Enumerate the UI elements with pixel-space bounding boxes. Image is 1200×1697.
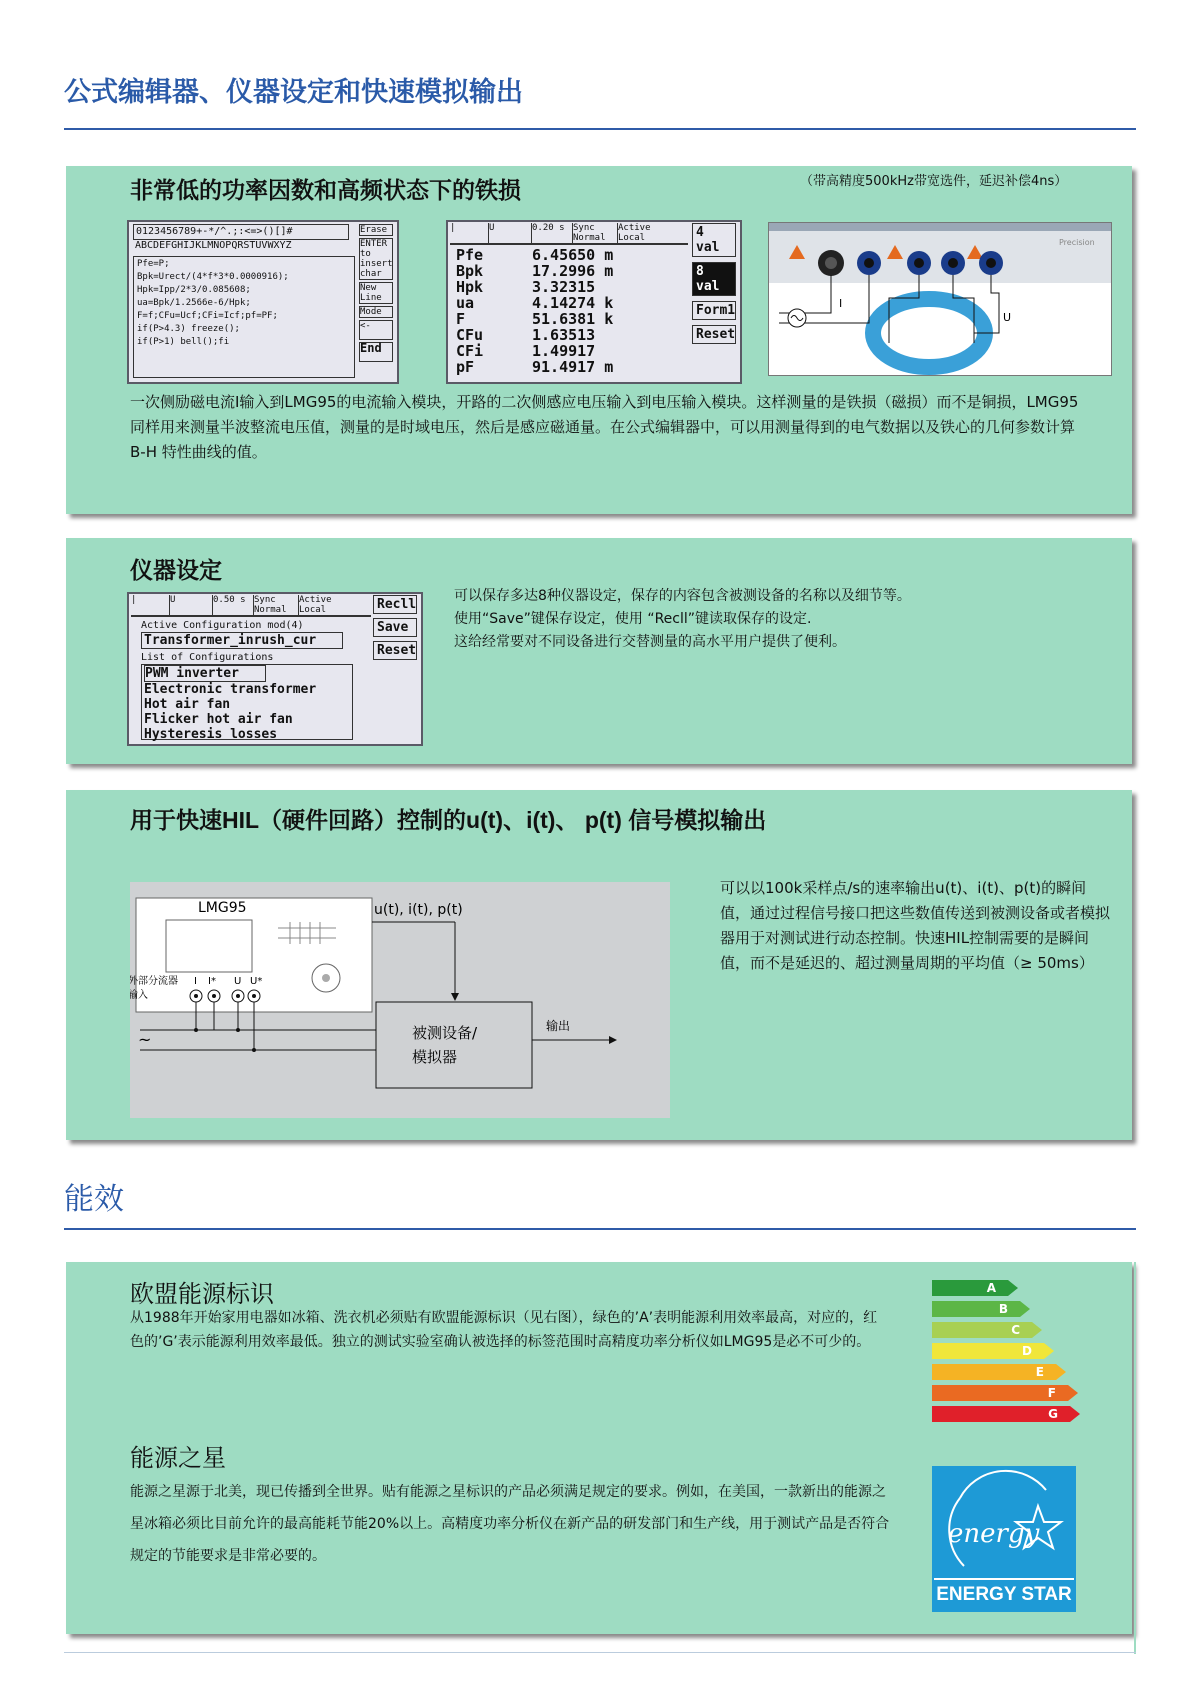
erase-button[interactable]: Erase: [359, 224, 393, 236]
eu-label-title: 欧盟能源标识: [130, 1280, 274, 1308]
panel-title: 仪器设定: [130, 558, 222, 584]
code-line: Hpk=Ipp/2*3/0.085608;: [137, 285, 251, 295]
header-cell: U: [170, 595, 213, 615]
energy-grade-f: F: [932, 1385, 1068, 1401]
energy-grade-d: D: [932, 1343, 1044, 1359]
energy-grade-e: E: [932, 1364, 1056, 1380]
ac-source-icon: ~: [138, 1030, 152, 1049]
header-cell: |: [131, 595, 170, 615]
charset-row-2: ABCDEFGHIJKLMNOPQRSTUVWXYZ: [135, 240, 292, 251]
current-label: I: [839, 297, 843, 310]
energy-star-logo: [932, 1466, 1076, 1612]
value-softkeys: [692, 223, 736, 344]
recall-button[interactable]: Recll: [373, 595, 417, 614]
code-line: if(P>4.3) freeze();: [137, 324, 240, 334]
measurement-values-screen: [446, 220, 742, 384]
eu-energy-label: [932, 1280, 1092, 1430]
input-label: 输入: [130, 990, 148, 1001]
precision-label: Precision: [1059, 238, 1095, 247]
energy-star-title: 能源之星: [130, 1444, 226, 1472]
setup-description: [454, 585, 1094, 654]
config-list-label: List of Configurations: [141, 652, 274, 663]
config-item[interactable]: Hot air fan: [144, 697, 231, 712]
svg-text:I: I: [194, 976, 197, 987]
code-line: ua=Bpk/1.2566e-6/Hpk;: [137, 298, 251, 308]
value-row: pF 91.4917 m: [456, 358, 614, 376]
section-title: 能效: [64, 1182, 124, 1217]
header-cell: U: [489, 223, 532, 243]
config-item[interactable]: PWM inverter: [144, 665, 266, 682]
setup-text-line: 可以保存多达8种仪器设定，保存的内容包含被测设备的名称以及细节等。: [454, 588, 911, 604]
code-line: Bpk=Urect/(4*f*3*0.0000916);: [137, 272, 289, 282]
code-line: if(P>1) bell();fi: [137, 337, 230, 347]
energy-grade-a: A: [932, 1280, 1008, 1296]
formula-editor-screen: [127, 220, 399, 384]
formula-code-area[interactable]: [133, 256, 355, 378]
voltage-label: U: [1003, 311, 1012, 324]
setup-text-line: 使用“Save”键保存设定，使用 “Recll”键读取保存的设定.: [454, 611, 812, 627]
configuration-screen: [127, 592, 423, 746]
section-divider: [64, 1228, 1136, 1230]
signal-label: u(t), i(t), p(t): [374, 902, 463, 918]
device-label: LMG95: [198, 900, 247, 916]
iron-core-wiring-illustration: [768, 222, 1112, 376]
screen-header: [450, 223, 688, 245]
analog-output-description: 可以以100k采样点/s的速率输出u(t)、i(t)、p(t)的瞬间值，通过过程信号接口把这些数值传送到被测设备或者模拟器用于对测试进行动态控制。快速HIL控制需要的是瞬间值，而不是延迟的、超过测量周期的平均值（≥ 50ms）: [720, 879, 1111, 972]
editor-side-menu: [359, 224, 393, 362]
screen-header: [131, 595, 371, 617]
dut-label: 模拟器: [412, 1048, 458, 1066]
4-val-button[interactable]: 4 val: [692, 223, 736, 257]
end-button[interactable]: End: [359, 342, 393, 362]
hil-diagram-drawing: [130, 882, 670, 1118]
code-line: F=f;CFu=Ucf;CFi=Icf;pf=PF;: [137, 311, 278, 321]
svg-text:I*: I*: [208, 976, 216, 987]
energy-script-text: energy: [948, 1519, 1040, 1549]
eu-label-description: 从1988年开始家用电器如冰箱、洗衣机必须贴有欧盟能源标识（见右图），绿色的’A’表明能源利用效率最高，对应的，红色的’G’表示能源利用效率最低。独立的测试实验室确认被选择的标签范围时高精度功率分析仪如LMG95是必不可少的。: [130, 1310, 878, 1350]
mode-button[interactable]: Mode: [359, 306, 393, 318]
header-cell: Active Local: [299, 595, 332, 615]
setup-text-line: 这给经常要对不同设备进行交替测量的高水平用户提供了便利。: [454, 634, 846, 650]
8-val-button[interactable]: 8 val: [692, 262, 736, 296]
svg-text:U*: U*: [250, 976, 263, 987]
reset-button[interactable]: Reset: [692, 325, 736, 344]
charset-row-1: 0123456789+-*/^.;:<=>()[]#: [133, 224, 349, 240]
hil-block-diagram: [130, 882, 670, 1118]
config-item[interactable]: Electronic transformer: [144, 682, 317, 697]
section-divider: [64, 128, 1136, 130]
value-row: Pfe 6.45650 m: [456, 246, 614, 264]
save-button[interactable]: Save: [373, 618, 417, 637]
config-softkeys: [373, 595, 417, 660]
code-line: Pfe=P;: [137, 259, 170, 269]
dut-label: 被测设备/: [412, 1024, 478, 1042]
iron-loss-description: 一次侧励磁电流I输入到LMG95的电流输入模块，开路的二次侧感应电压输入到电压输入模块。这样测量的是铁损（磁损）而不是铜损，LMG95同样用来测量半波整流电压值，测量的是时域电压，然后是感应磁通量。在公式编辑器中，可以用测量得到的电气数据以及铁心的几何参数计算B-H 特性曲线的值。: [130, 393, 1079, 461]
wiring-drawing: [769, 223, 1111, 375]
energy-grade-g: G: [932, 1406, 1070, 1422]
insert-char-button[interactable]: ENTER to insert char: [360, 239, 393, 279]
reset-button[interactable]: Reset: [373, 641, 417, 660]
backspace-button[interactable]: <-: [359, 320, 393, 340]
output-label: 输出: [546, 1019, 571, 1033]
config-item[interactable]: Flicker hot air fan: [144, 712, 293, 727]
header-cell: 0.50 s: [213, 595, 254, 615]
config-item[interactable]: Hysteresis losses: [144, 727, 278, 742]
value-row: Bpk 17.2996 m: [456, 262, 614, 280]
section-title: 公式编辑器、仪器设定和快速模拟输出: [64, 77, 523, 108]
active-config-label: Active Configuration mod(4): [141, 620, 304, 631]
value-row: CFu 1.63513: [456, 326, 596, 344]
header-cell: 0.20 s: [532, 223, 573, 243]
value-row: F 51.6381 k: [456, 310, 614, 328]
header-cell: Sync Normal: [254, 595, 299, 615]
form1-button[interactable]: Form1: [692, 301, 736, 320]
panel-edge: [1134, 1262, 1136, 1654]
svg-text:U: U: [234, 976, 242, 987]
energy-grade-b: B: [932, 1301, 1020, 1317]
header-cell: Sync Normal: [573, 223, 618, 243]
panel-title: 用于快速HIL（硬件回路）控制的u(t)、i(t)、 p(t) 信号模拟输出: [130, 807, 767, 833]
energy-star-icon: [934, 1468, 1074, 1578]
config-list: [141, 664, 353, 740]
values-list: [456, 246, 613, 374]
value-row: CFi 1.49917: [456, 342, 596, 360]
page-bottom-rule: [64, 1652, 1136, 1653]
new-line-button[interactable]: New Line: [359, 282, 393, 304]
energy-star-caption: ENERGY STAR: [934, 1578, 1074, 1610]
bandwidth-note: （带高精度500kHz带宽选件，延迟补偿4ns）: [800, 174, 1068, 189]
energy-grade-c: C: [932, 1322, 1032, 1338]
value-row: Hpk 3.32315: [456, 278, 596, 296]
panel-title: 非常低的功率因数和高频状态下的铁损: [130, 178, 521, 204]
shunt-label: 外部分流器: [130, 976, 178, 987]
value-row: ua 4.14274 k: [456, 294, 614, 312]
active-config-field[interactable]: Transformer_inrush_cur: [141, 632, 343, 649]
energy-star-description: 能源之星源于北美，现已传播到全世界。贴有能源之星标识的产品必须满足规定的要求。例如，在美国，一款新出的能源之星冰箱必须比目前允许的最高能耗节能20%以上。高精度功率分析仪在新产品的研发部门和生产线，用于测试产品是否符合规定的节能要求是非常必要的。: [130, 1484, 890, 1564]
header-cell: |: [450, 223, 489, 243]
header-cell: Active Local: [618, 223, 651, 243]
